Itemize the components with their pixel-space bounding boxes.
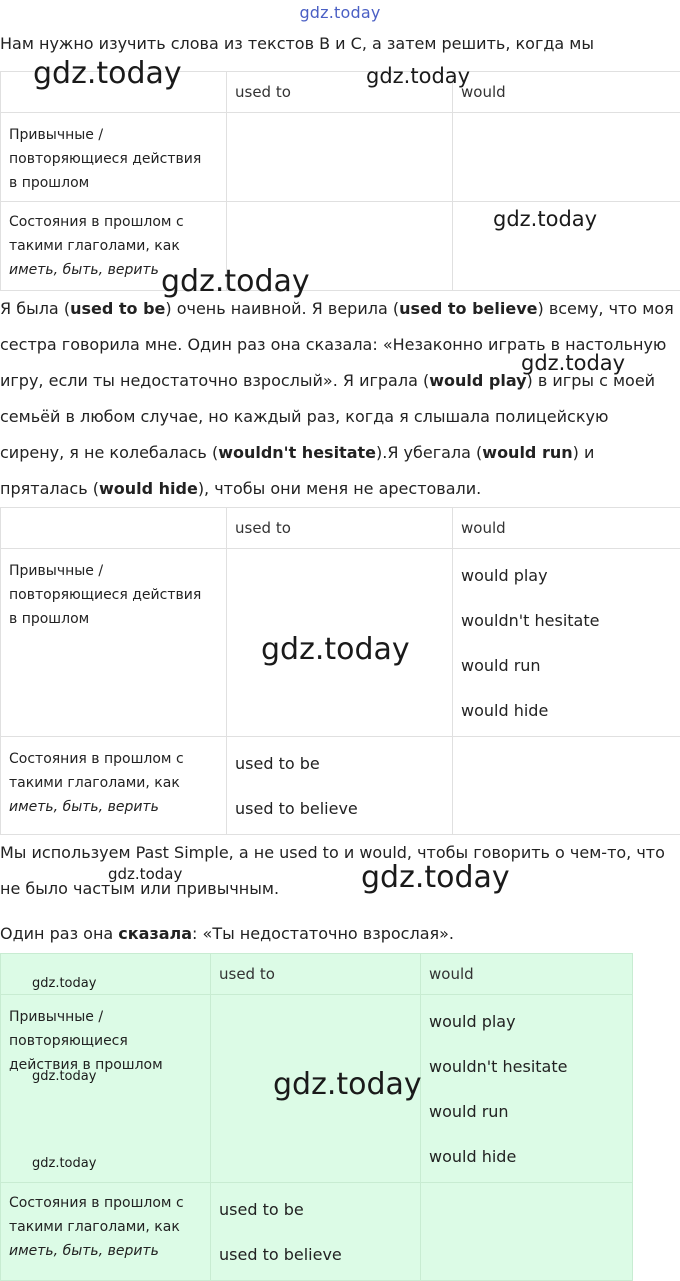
row-label-line: иметь, быть, верить: [9, 1243, 159, 1259]
watermark: gdz.today: [108, 865, 182, 883]
row-label-line: повторяющиеся действия: [9, 583, 218, 607]
cell-states-would: [421, 1183, 633, 1281]
header-used-to: used to: [235, 519, 291, 537]
table-empty: [0, 71, 680, 291]
story-paragraph: Я была (used to be) очень наивной. Я верила (used to believe) всему, что моя сестра говорила мне. Один раз она сказала: «Незаконно играть в настольную игру, если ты недостаточно взрослый». Я играла (would play) в игры с моей семьёй в любом случае, но каждый раз, когда я слышала полицейскую сирену, я не колебалась (wouldn't hesitate).Я убегала (would run) и пряталась (would hide), чтобы они меня не арестовали.: [0, 291, 676, 507]
list-item: used to believe: [235, 786, 444, 831]
watermark: gdz.today: [32, 1069, 96, 1084]
header-blank: [1, 508, 227, 549]
row-label-line: такими глаголами, как: [9, 1215, 202, 1239]
watermark: gdz.today: [161, 264, 310, 299]
row-label-line: в прошлом: [9, 171, 218, 195]
row-label-line: такими глаголами, как: [9, 771, 218, 795]
site-logo[interactable]: gdz.today: [0, 3, 680, 22]
row-label-line: иметь, быть, верить: [9, 262, 159, 278]
cell-states-would: [453, 737, 680, 835]
row-label-line: в прошлом: [9, 607, 218, 631]
watermark: gdz.today: [32, 1156, 96, 1171]
row-label-habits: [1, 549, 227, 737]
list-item: would run: [429, 1089, 624, 1134]
row-label-line: Привычные /: [9, 559, 218, 583]
watermark: gdz.today: [32, 976, 96, 991]
header-would: would: [461, 519, 506, 537]
header-used-to: used to: [219, 965, 275, 983]
list-item: used to be: [235, 741, 444, 786]
watermark: gdz.today: [366, 64, 470, 88]
list-item: would run: [461, 643, 672, 688]
header-would: would: [429, 965, 474, 983]
past-simple-note: Мы используем Past Simple, а не used to и would, чтобы говорить о чем-то, что не было частым или привычным.: [0, 835, 676, 907]
term-would-run: would run: [482, 443, 572, 462]
row-label-line: Состояния в прошлом с: [9, 210, 218, 234]
list-item: wouldn't hesitate: [429, 1044, 624, 1089]
cell-habits-would: [421, 995, 633, 1183]
watermark: gdz.today: [261, 632, 410, 667]
row-label-habits: [1, 113, 227, 202]
watermark: gdz.today: [361, 860, 510, 895]
table-highlighted: [0, 953, 633, 1281]
row-label-line: иметь, быть, верить: [9, 799, 159, 815]
cell-states-used-to: [211, 1183, 421, 1281]
row-label-states: [1, 737, 227, 835]
term-used-to-believe: used to believe: [399, 299, 537, 318]
row-label-line: действия в прошлом: [9, 1053, 202, 1077]
row-label-line: Привычные /: [9, 1005, 202, 1029]
cell-habits-used-to: [227, 113, 453, 202]
watermark: gdz.today: [33, 56, 182, 91]
list-item: would play: [461, 553, 672, 598]
term-used-to-be: used to be: [70, 299, 165, 318]
row-label-line: такими глаголами, как: [9, 234, 218, 258]
list-item: wouldn't hesitate: [461, 598, 672, 643]
term-would-hide: would hide: [99, 479, 198, 498]
header-would: would: [461, 83, 506, 101]
watermark: gdz.today: [521, 351, 625, 375]
list-item: would hide: [429, 1134, 624, 1179]
row-label-line: повторяющиеся действия: [9, 147, 218, 171]
table-filled: [0, 507, 680, 835]
watermark: gdz.today: [273, 1067, 422, 1102]
header-used-to: used to: [235, 83, 291, 101]
row-label-states: [1, 1183, 211, 1281]
term-would-play: would play: [429, 371, 526, 390]
cell-habits-would: [453, 113, 680, 202]
list-item: would play: [429, 999, 624, 1044]
row-label-line: Привычные /: [9, 123, 218, 147]
term-wouldnt-hesitate: wouldn't hesitate: [218, 443, 376, 462]
list-item: would hide: [461, 688, 672, 733]
row-label-line: Состояния в прошлом с: [9, 747, 218, 771]
cell-states-used-to: [227, 737, 453, 835]
row-label-line: повторяющиеся: [9, 1029, 202, 1053]
watermark: gdz.today: [493, 207, 597, 231]
term-skazala: сказала: [118, 924, 192, 943]
list-item: used to believe: [219, 1232, 412, 1277]
row-label-line: Состояния в прошлом с: [9, 1191, 202, 1215]
cell-habits-would: [453, 549, 680, 737]
row-label-habits: [1, 995, 211, 1183]
list-item: used to be: [219, 1187, 412, 1232]
example-sentence: Один раз она сказала: «Ты недостаточно взрослая».: [0, 916, 676, 952]
intro-text: Нам нужно изучить слова из текстов B и C, а затем решить, когда мы: [0, 26, 676, 62]
